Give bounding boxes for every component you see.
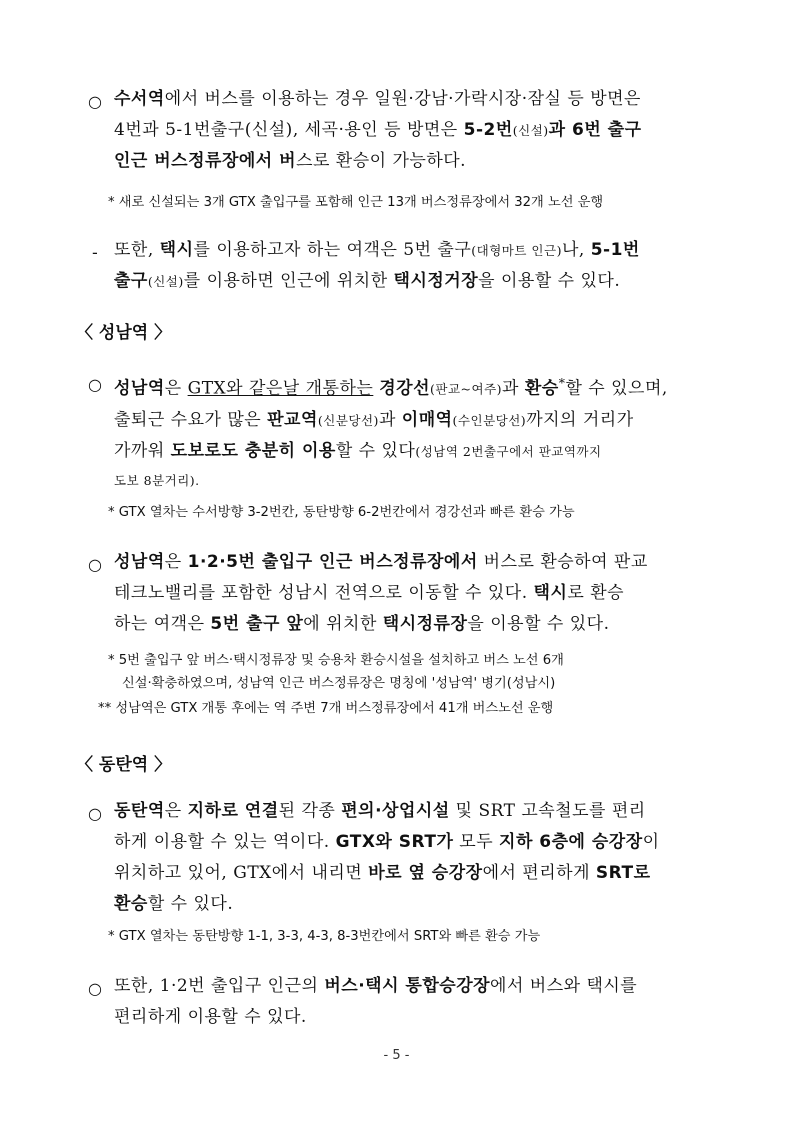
line: 도보 8분거리).	[114, 472, 200, 488]
line	[114, 889, 734, 920]
bullet-circle: ○	[88, 375, 102, 394]
emphasis: 도보로도 충분히 이용	[170, 440, 336, 461]
emphasis: 택시	[159, 240, 194, 260]
text: 나,	[561, 240, 591, 260]
dongtan-bus-taxi-paragraph	[114, 971, 734, 1033]
text: 은	[164, 552, 188, 572]
text: 하게 이용할 수 있는 역이다.	[114, 832, 336, 852]
emphasis: 이매역	[401, 409, 453, 430]
bullet-circle: ○	[88, 804, 102, 823]
emphasis: SRT로	[595, 863, 651, 883]
text: 및 SRT 고속철도를 편리	[449, 801, 646, 821]
emphasis: 과 6번 출구	[548, 120, 642, 140]
text: 또한, 1·2번 출입구 인근의	[114, 976, 325, 996]
line	[114, 436, 734, 467]
emphasis: GTX와 SRT가	[335, 832, 454, 852]
text: 에서 버스와 택시를	[490, 976, 638, 996]
text: 할 수 있다.	[147, 894, 234, 914]
line	[114, 547, 734, 578]
bullet-circle: ○	[88, 555, 102, 574]
seongnam-transfer-paragraph	[114, 367, 734, 495]
text-small: (수인분당선)	[452, 412, 527, 428]
page-number: - 5 -	[383, 1048, 410, 1063]
line	[114, 827, 734, 858]
text: 4번과 5-1번출구(신설), 세곡·용인 등 방면은	[114, 120, 464, 140]
footnote: * GTX 열차는 수서방향 3-2번칸, 동탄방향 6-2번칸에서 경강선과 빠른 환승 가능	[108, 505, 575, 520]
line	[114, 971, 734, 1002]
footnote: * 새로 신설되는 3개 GTX 출입구를 포함해 인근 13개 버스정류장에서 32개 노선 운행	[108, 195, 604, 210]
emphasis: 바로 옆 승강장	[368, 863, 483, 883]
text: 로 환승	[567, 583, 625, 603]
station-name-seongnam: 성남역	[114, 378, 165, 399]
text: 과	[378, 409, 402, 430]
emphasis: 택시	[533, 583, 568, 603]
footnote: * 5번 출입구 앞 버스·택시정류장 및 승용차 환승시설을 설치하고 버스 노선 6개	[108, 653, 564, 668]
emphasis: 지하 6층에 승강장	[499, 832, 643, 852]
suseo-bus-paragraph	[114, 84, 734, 177]
text-small: (신분당선)	[317, 412, 379, 428]
section-heading-seongnam: 〈 성남역 〉	[76, 323, 172, 343]
underlined-text: GTX와 같은날 개통하는	[187, 378, 374, 399]
line	[114, 146, 734, 177]
dongtan-srt-paragraph	[114, 796, 734, 920]
emphasis: 1·2·5번 출입구 인근 버스정류장에서	[187, 552, 478, 572]
line	[114, 578, 734, 609]
emphasis: 택시정거장	[393, 271, 479, 291]
bullet-circle: ○	[88, 979, 102, 998]
text: 를 이용하면 인근에 위치한	[183, 271, 394, 291]
emphasis: 환승	[114, 894, 148, 914]
station-name-seongnam: 성남역	[114, 552, 165, 572]
station-name-suseo: 수서역	[114, 89, 165, 109]
emphasis: 택시정류장	[382, 614, 468, 634]
line	[114, 266, 734, 297]
line	[114, 405, 734, 436]
text: 버스로 환승하여 판교	[477, 552, 648, 572]
text: 에 위치한	[303, 614, 383, 634]
emphasis: 판교역	[267, 409, 318, 430]
station-name-dongtan: 동탄역	[114, 801, 165, 821]
text: 테크노밸리를 포함한 성남시 전역으로 이동할 수 있다.	[114, 583, 534, 603]
emphasis: 5-2번	[463, 120, 513, 140]
line	[114, 858, 734, 889]
emphasis: 지하로 연결	[187, 801, 279, 821]
text: 과	[502, 378, 525, 399]
text: 하는 여객은	[114, 614, 211, 634]
text: 에서 버스를 이용하는 경우 일원·강남·가락시장·잠실 등 방면은	[164, 89, 641, 109]
bullet-circle: ○	[88, 92, 102, 111]
dash-marker: -	[92, 243, 98, 262]
line	[114, 796, 734, 827]
section-heading-dongtan: 〈 동탄역 〉	[76, 755, 172, 775]
emphasis: 5번 출구 앞	[210, 614, 304, 634]
line	[114, 609, 734, 640]
text: 까지의 거리가	[526, 409, 634, 430]
text: 을 이용할 수 있다.	[467, 614, 610, 634]
footnote: ** 성남역은 GTX 개통 후에는 역 주변 7개 버스정류장에서 41개 버스노선 운행	[98, 701, 554, 716]
text-small: (신설)	[147, 274, 184, 289]
emphasis: 환승	[524, 378, 559, 399]
text: 가까워	[114, 440, 171, 461]
line	[114, 367, 734, 405]
text: 을 이용할 수 있다.	[478, 271, 621, 291]
text-small: (성남역 2번출구에서 판교역까지	[415, 443, 602, 459]
text-small: (신설)	[512, 123, 549, 138]
text: 된 각종	[278, 801, 342, 821]
text: 할 수 있다	[335, 440, 416, 461]
text-small: (판교~여주)	[430, 381, 503, 397]
text: 출퇴근 수요가 많은	[114, 409, 268, 430]
text: 이	[642, 832, 660, 852]
emphasis: 출구	[114, 271, 148, 291]
text: 모두	[453, 832, 500, 852]
emphasis: 버스·택시 통합승강장	[324, 976, 491, 996]
footnote-continued: 신설·확충하였으며, 성남역 인근 버스정류장은 명칭에 '성남역' 병기(성남시)	[122, 676, 556, 691]
line	[114, 235, 734, 266]
text: 은	[164, 378, 188, 399]
emphasis: 5-1번	[590, 240, 640, 260]
text: 할 수 있으며,	[565, 378, 668, 399]
footnote-mark: *	[558, 375, 566, 390]
text: 에서 편리하게	[482, 863, 596, 883]
text: 스로 환승이 가능하다.	[296, 151, 467, 171]
line: 편리하게 이용할 수 있다.	[114, 1007, 307, 1027]
text: 를 이용하고자 하는 여객은 5번 출구	[193, 240, 472, 260]
text-small: (대형마트 인근)	[471, 243, 562, 258]
line	[114, 84, 734, 115]
text: 은	[164, 801, 188, 821]
line	[114, 115, 734, 146]
text: 위치하고 있어, GTX에서 내리면	[114, 863, 369, 883]
emphasis: 경강선	[379, 378, 431, 399]
emphasis: 편의·상업시설	[341, 801, 450, 821]
emphasis: 인근 버스정류장에서 버	[114, 151, 297, 171]
footnote: * GTX 열차는 동탄방향 1-1, 3-3, 4-3, 8-3번칸에서 SRT와 빠른 환승 가능	[108, 929, 541, 944]
seongnam-bus-taxi-paragraph	[114, 547, 734, 640]
text: 또한,	[114, 240, 160, 260]
suseo-taxi-paragraph	[114, 235, 734, 297]
